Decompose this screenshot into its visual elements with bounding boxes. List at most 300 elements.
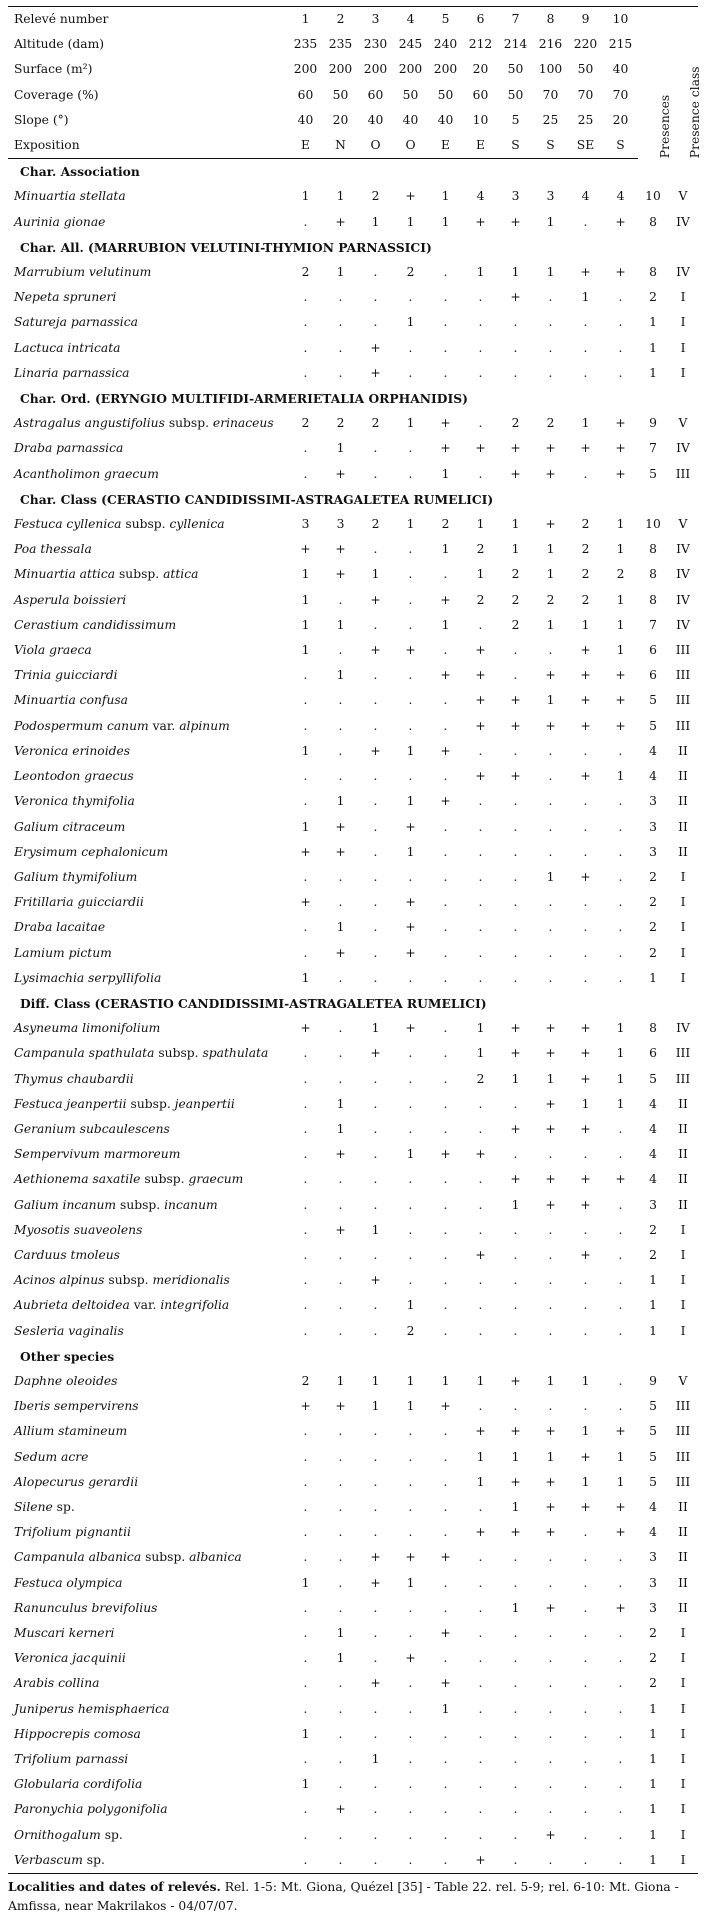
cover-value: .	[303, 1247, 308, 1262]
cover-value: .	[338, 1298, 343, 1313]
cover-value: 1	[616, 769, 625, 784]
cover-value: +	[545, 1172, 556, 1187]
cover-value: .	[618, 290, 623, 305]
presence-class-value: III	[675, 643, 691, 658]
cover-value: .	[618, 315, 623, 330]
species-name: Minuartia stellata	[14, 189, 126, 204]
presences-value: 1	[649, 340, 657, 355]
cover-value: .	[408, 466, 413, 481]
header-value: O	[358, 133, 393, 159]
header-value: 3	[371, 12, 380, 26]
cover-value: +	[405, 1550, 416, 1565]
species-row	[8, 613, 698, 638]
cover-value: 1	[301, 1777, 310, 1792]
species-rank: subsp.	[140, 1172, 189, 1187]
cover-value: +	[335, 844, 346, 859]
species-name-cell	[8, 1117, 288, 1142]
species-name: Linaria parnassica	[14, 365, 130, 380]
presence-class-value: II	[678, 1121, 688, 1136]
cover-value: .	[373, 1525, 378, 1540]
cover-value: 1	[441, 542, 450, 557]
cover-value: +	[510, 1525, 521, 1540]
species-name-cell	[8, 1167, 288, 1192]
releve-table-container	[8, 0, 702, 1916]
cover-value: .	[548, 1247, 553, 1262]
cover-value: 1	[511, 265, 520, 280]
cover-value: +	[510, 1046, 521, 1061]
cover-value: 1	[406, 1373, 415, 1388]
species-row	[8, 1268, 698, 1293]
species-name: Trinia guicciardi	[14, 668, 118, 683]
species-row	[8, 915, 698, 940]
cover-value: +	[545, 1474, 556, 1489]
cover-value: 1	[546, 693, 555, 708]
cover-value: .	[478, 1222, 483, 1237]
cover-value: .	[338, 743, 343, 758]
species-row	[8, 411, 698, 436]
cover-value: +	[580, 869, 591, 884]
cover-value: .	[338, 290, 343, 305]
cover-value: .	[338, 315, 343, 330]
cover-value: .	[373, 265, 378, 280]
cover-value: .	[513, 1726, 518, 1741]
presence-class-value: III	[675, 668, 691, 683]
cover-value: .	[443, 1071, 448, 1086]
header-value: 212	[468, 37, 493, 52]
species-name-cell	[8, 739, 288, 764]
species-name: Lamium pictum	[14, 945, 112, 960]
cover-value: +	[545, 1424, 556, 1439]
cover-value: .	[303, 668, 308, 683]
cover-value: 1	[581, 1474, 590, 1489]
cover-value: .	[373, 1247, 378, 1262]
cover-value: +	[475, 693, 486, 708]
cover-value: +	[405, 945, 416, 960]
cover-value: .	[478, 365, 483, 380]
cover-value: .	[303, 869, 308, 884]
species-row	[8, 1545, 698, 1570]
cover-value: .	[618, 1827, 623, 1842]
cover-value: .	[443, 567, 448, 582]
cover-value: .	[548, 1651, 553, 1666]
species-row	[8, 1419, 698, 1444]
cover-value: .	[583, 819, 588, 834]
species-name: Aethionema saxatile	[14, 1172, 141, 1187]
cover-value: +	[475, 718, 486, 733]
cover-value: +	[370, 643, 381, 658]
header-value: 5	[511, 112, 520, 127]
cover-value: 1	[616, 617, 625, 632]
cover-value: .	[373, 1147, 378, 1162]
cover-value: 1	[441, 1373, 450, 1388]
cover-value: .	[618, 1247, 623, 1262]
cover-value: .	[443, 693, 448, 708]
cover-value: .	[338, 769, 343, 784]
cover-value: +	[615, 718, 626, 733]
cover-value: .	[513, 1626, 518, 1640]
presence-class-value: V	[678, 416, 688, 431]
header-value: O	[393, 133, 428, 159]
cover-value: .	[478, 1550, 483, 1565]
cover-value: 1	[616, 1474, 625, 1489]
cover-value: .	[513, 1096, 518, 1111]
presences-value: 1	[649, 1752, 657, 1767]
header-value: 60	[367, 87, 384, 102]
cover-value: .	[513, 869, 518, 884]
cover-value: .	[478, 844, 483, 859]
section-header-row	[8, 235, 698, 260]
cover-value: 2	[581, 542, 590, 557]
species-row	[8, 840, 698, 865]
cover-value: .	[583, 920, 588, 935]
cover-value: +	[510, 1424, 521, 1439]
cover-value: .	[408, 1852, 413, 1867]
cover-value: +	[405, 895, 416, 910]
cover-value: .	[408, 290, 413, 305]
header-label: Altitude (dam)	[14, 37, 105, 52]
species-row	[8, 1697, 698, 1722]
cover-value: .	[618, 1575, 623, 1590]
species-name: Juniperus hemisphaerica	[14, 1701, 170, 1716]
cover-value: .	[373, 1323, 378, 1338]
cover-value: .	[443, 1424, 448, 1439]
cover-value: +	[510, 1021, 521, 1036]
cover-value: 1	[336, 1626, 345, 1640]
species-name: Marrubium velutinum	[14, 265, 152, 280]
cover-value: 1	[336, 794, 345, 809]
cover-value: .	[373, 542, 378, 557]
presence-class-value: V	[678, 1373, 688, 1388]
header-value: 10	[612, 12, 629, 26]
cover-value: .	[513, 315, 518, 330]
presence-class-value: I	[680, 970, 686, 985]
cover-value: .	[513, 1676, 518, 1691]
presences-value: 7	[649, 617, 657, 632]
cover-value: .	[443, 1651, 448, 1666]
cover-value: 1	[581, 1424, 590, 1439]
cover-value: .	[338, 1550, 343, 1565]
cover-value: +	[440, 1399, 451, 1414]
cover-value: .	[548, 1273, 553, 1288]
cover-value: .	[338, 1600, 343, 1615]
cover-value: 2	[406, 265, 415, 280]
presences-value: 4	[649, 1172, 657, 1187]
cover-value: .	[583, 214, 588, 229]
cover-value: +	[510, 693, 521, 708]
cover-value: .	[618, 1373, 623, 1388]
cover-value: .	[618, 1701, 623, 1716]
species-name: Astragalus angustifolius	[14, 416, 165, 431]
cover-value: .	[443, 920, 448, 935]
cover-value: .	[583, 1676, 588, 1691]
presence-class-value: II	[678, 1096, 688, 1111]
cover-value: +	[300, 1399, 311, 1414]
presence-class-value: II	[678, 1147, 688, 1162]
cover-value: .	[373, 718, 378, 733]
cover-value: .	[478, 819, 483, 834]
cover-value: 1	[441, 189, 450, 204]
cover-value: .	[478, 1726, 483, 1741]
cover-value: .	[583, 1323, 588, 1338]
cover-value: .	[583, 1701, 588, 1716]
cover-value: .	[478, 920, 483, 935]
cover-value: .	[373, 1449, 378, 1464]
species-name-cell	[8, 285, 288, 310]
species-name-cell	[8, 638, 288, 663]
presences-value: 1	[649, 1701, 657, 1716]
cover-value: 4	[616, 189, 625, 204]
presences-value: 2	[649, 1222, 657, 1237]
cover-value: .	[338, 1071, 343, 1086]
header-value: 245	[398, 37, 423, 52]
presences-value: 4	[649, 1121, 657, 1136]
cover-value: +	[300, 542, 311, 557]
cover-value: .	[338, 1777, 343, 1792]
cover-value: 1	[476, 517, 485, 532]
cover-value: .	[303, 945, 308, 960]
cover-value: 2	[371, 189, 380, 204]
cover-value: 1	[301, 1726, 310, 1741]
presences-value: 2	[649, 1676, 657, 1691]
cover-value: .	[513, 1222, 518, 1237]
presences-value: 6	[649, 1046, 657, 1061]
cover-value: +	[510, 1172, 521, 1187]
cover-value: +	[440, 441, 451, 456]
presences-value: 2	[649, 895, 657, 910]
species-name: Verbascum	[14, 1852, 83, 1867]
section-title: Char. Association	[20, 164, 140, 180]
cover-value: .	[548, 1676, 553, 1691]
cover-value: 2	[511, 416, 520, 431]
cover-value: 1	[476, 265, 485, 280]
cover-value: .	[373, 1651, 378, 1666]
species-name: Sesleria vaginalis	[14, 1323, 124, 1338]
cover-value: .	[583, 1777, 588, 1792]
cover-value: .	[303, 920, 308, 935]
cover-value: +	[475, 1247, 486, 1262]
cover-value: +	[370, 743, 381, 758]
presence-class-value: II	[678, 794, 688, 809]
presence-class-value: I	[680, 1852, 686, 1867]
presence-class-value: I	[680, 1651, 686, 1666]
species-name-cell	[8, 865, 288, 890]
presence-class-value: IV	[676, 1021, 690, 1036]
cover-value: .	[478, 970, 483, 985]
species-row	[8, 1571, 698, 1596]
presence-class-value: IV	[676, 214, 690, 229]
header-value: 1	[301, 12, 310, 26]
cover-value: .	[408, 1525, 413, 1540]
cover-value: .	[408, 365, 413, 380]
cover-value: +	[440, 592, 451, 607]
header-row	[8, 133, 698, 159]
header-value: 235	[293, 37, 318, 52]
footnote-bold: Localities and dates of relevés.	[8, 1879, 221, 1895]
species-name-cell	[8, 1722, 288, 1747]
cover-value: 1	[546, 1071, 555, 1086]
cover-value: 2	[546, 592, 555, 607]
cover-value: .	[548, 315, 553, 330]
species-name: Fritillaria guicciardii	[14, 895, 144, 910]
cover-value: 2	[476, 1071, 485, 1086]
species-name-cell	[8, 890, 288, 915]
cover-value: .	[548, 1726, 553, 1741]
cover-value: .	[338, 1752, 343, 1767]
header-value: 9	[581, 12, 590, 26]
species-row	[8, 436, 698, 461]
cover-value: 2	[581, 517, 590, 532]
cover-value: .	[478, 290, 483, 305]
cover-value: 1	[546, 869, 555, 884]
cover-value: .	[303, 1147, 308, 1162]
species-name: Podospermum canum	[14, 718, 149, 733]
cover-value: .	[443, 1323, 448, 1338]
cover-value: .	[548, 365, 553, 380]
cover-value: .	[338, 1827, 343, 1842]
cover-value: 1	[616, 1071, 625, 1086]
cover-value: +	[440, 668, 451, 683]
cover-value: .	[408, 1676, 413, 1691]
cover-value: .	[478, 1575, 483, 1590]
species-row	[8, 1445, 698, 1470]
header-value: 40	[367, 112, 384, 127]
presences-value: 5	[649, 1449, 657, 1464]
cover-value: .	[443, 365, 448, 380]
cover-value: .	[338, 1575, 343, 1590]
species-row	[8, 663, 698, 688]
cover-value: .	[443, 945, 448, 960]
presences-value: 2	[649, 920, 657, 935]
cover-value: +	[405, 819, 416, 834]
cover-value: .	[548, 844, 553, 859]
presences-value: 4	[649, 1499, 657, 1514]
cover-value: 1	[371, 1021, 380, 1036]
cover-value: .	[443, 1827, 448, 1842]
presences-value: 2	[649, 869, 657, 884]
presences-value: 10	[645, 189, 661, 204]
cover-value: .	[583, 1222, 588, 1237]
species-infraspecific: jeanpertii	[174, 1096, 235, 1111]
cover-value: .	[478, 945, 483, 960]
species-row	[8, 462, 698, 487]
cover-value: .	[618, 1802, 623, 1817]
cover-value: 3	[336, 517, 345, 532]
header-value: 20	[332, 112, 349, 127]
cover-value: .	[303, 1752, 308, 1767]
species-name-cell	[8, 1823, 288, 1848]
cover-value: .	[373, 1121, 378, 1136]
cover-value: +	[335, 466, 346, 481]
cover-value: +	[580, 265, 591, 280]
cover-value: 1	[336, 1096, 345, 1111]
species-name-cell	[8, 764, 288, 789]
cover-value: .	[618, 945, 623, 960]
cover-value: .	[373, 794, 378, 809]
cover-value: 1	[406, 214, 415, 229]
cover-value: +	[580, 1172, 591, 1187]
header-value: 60	[297, 87, 314, 102]
header-value: 216	[538, 37, 563, 52]
cover-value: .	[338, 1197, 343, 1212]
cover-value: 1	[616, 1046, 625, 1061]
presences-value: 8	[649, 592, 657, 607]
presence-class-value: I	[680, 1701, 686, 1716]
presence-class-header: Presence class	[688, 66, 702, 159]
species-infraspecific: albanica	[189, 1550, 242, 1565]
cover-value: 1	[546, 1449, 555, 1464]
cover-value: .	[618, 365, 623, 380]
cover-value: +	[335, 1399, 346, 1414]
cover-value: +	[545, 668, 556, 683]
cover-value: .	[443, 1197, 448, 1212]
cover-value: .	[303, 315, 308, 330]
table-body	[8, 7, 702, 1874]
presence-class-value: I	[680, 1273, 686, 1288]
cover-value: .	[303, 214, 308, 229]
species-name-cell	[8, 1193, 288, 1218]
header-label: Relevé number	[14, 12, 109, 26]
cover-value: .	[373, 869, 378, 884]
cover-value: 1	[336, 1373, 345, 1388]
cover-value: .	[373, 1071, 378, 1086]
species-rank: subsp.	[141, 1550, 190, 1565]
cover-value: .	[443, 1172, 448, 1187]
presences-value: 5	[649, 718, 657, 733]
cover-value: 2	[371, 517, 380, 532]
cover-value: .	[338, 693, 343, 708]
section-title: Char. Ord. (ERYNGIO MULTIFIDI-ARMERIETALIA ORPHANIDIS)	[20, 391, 468, 407]
cover-value: .	[408, 1121, 413, 1136]
cover-value: .	[408, 1600, 413, 1615]
cover-value: .	[443, 1600, 448, 1615]
cover-value: .	[303, 441, 308, 456]
cover-value: .	[583, 1852, 588, 1867]
cover-value: +	[370, 1676, 381, 1691]
cover-value: .	[548, 1298, 553, 1313]
cover-value: .	[338, 869, 343, 884]
presence-class-value: I	[680, 895, 686, 910]
cover-value: .	[373, 1726, 378, 1741]
species-name: Aubrieta deltoidea	[14, 1298, 130, 1313]
cover-value: 1	[581, 290, 590, 305]
cover-value: 1	[336, 920, 345, 935]
cover-value: 1	[546, 542, 555, 557]
cover-value: .	[443, 769, 448, 784]
section-title: Char. All. (MARRUBION VELUTINI-THYMION PARNASSICI)	[20, 239, 432, 255]
cover-value: .	[443, 718, 448, 733]
cover-value: .	[338, 365, 343, 380]
species-infraspecific: attica	[163, 567, 199, 582]
species-rank: subsp.	[116, 1197, 165, 1212]
species-name: Hippocrepis comosa	[14, 1726, 141, 1741]
species-row	[8, 537, 698, 562]
cover-value: .	[548, 1626, 553, 1640]
species-name: Veronica erinoides	[14, 743, 131, 758]
cover-value: +	[510, 290, 521, 305]
presences-value: 5	[649, 1399, 657, 1414]
species-name-cell	[8, 411, 288, 436]
species-name-cell	[8, 688, 288, 713]
cover-value: .	[303, 1222, 308, 1237]
cover-value: .	[373, 466, 378, 481]
presence-class-value: III	[675, 1399, 691, 1414]
species-row	[8, 285, 698, 310]
presences-value: 2	[649, 945, 657, 960]
presences-value: 4	[649, 1525, 657, 1540]
cover-value: .	[443, 1525, 448, 1540]
species-name: Sedum acre	[14, 1449, 89, 1464]
cover-value: +	[335, 542, 346, 557]
